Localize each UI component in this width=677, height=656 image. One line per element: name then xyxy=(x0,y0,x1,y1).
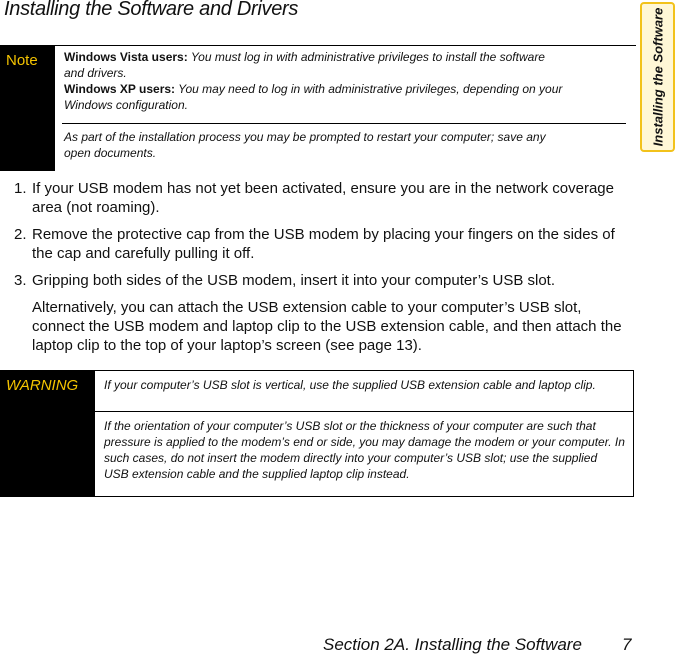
step-item xyxy=(14,179,632,217)
step-text: Remove the protective cap from the USB modem by placing your fingers on the sides of the cap and carefully pulling it off. xyxy=(32,226,615,262)
warning-callout xyxy=(0,370,634,497)
warning-text-1: If your computer’s USB slot is vertical, use the supplied USB extension cable and laptop clip. xyxy=(95,371,633,412)
section-side-tab xyxy=(640,2,675,152)
side-tab-label: Installing the Software xyxy=(650,7,665,147)
note-restart-line: As part of the installation process you may be prompted to restart your computer; save any xyxy=(64,130,546,144)
note-divider xyxy=(62,123,626,124)
note-vista-line-2: and drivers. xyxy=(64,66,127,80)
step-item xyxy=(14,225,632,263)
installation-steps xyxy=(14,179,632,363)
warning-body xyxy=(95,370,634,497)
note-label: Note xyxy=(6,52,38,69)
note-xp-prefix: Windows XP users: xyxy=(64,82,176,96)
footer-section-title: Section 2A. Installing the Software xyxy=(323,635,582,654)
note-xp-line xyxy=(64,81,628,97)
step-text: Gripping both sides of the USB modem, insert it into your computer’s USB slot. xyxy=(32,272,556,289)
note-xp-text: You may need to log in with administrative privileges, depending on your xyxy=(175,82,563,96)
note-vista-text: You must log in with administrative privileges to install the software xyxy=(187,50,545,64)
step-number: 1. xyxy=(14,180,27,197)
note-body xyxy=(55,45,636,171)
page-title: Installing the Software and Drivers xyxy=(4,0,299,20)
note-vista-line xyxy=(64,49,628,65)
warning-label: WARNING xyxy=(6,377,79,394)
note-xp-line-2: Windows configuration. xyxy=(64,98,188,112)
note-callout xyxy=(0,45,636,171)
step-item xyxy=(14,271,632,355)
footer-page-number: 7 xyxy=(622,635,632,654)
warning-text-2: If the orientation of your computer’s USB slot or the thickness of your computer are such that pressure is applied to the modem’s end or side, you may damage the modem or your computer. In such cases, do not insert the modem directly into your computer’s USB slot; use the supplied USB extension cable and the supplied laptop clip instead. xyxy=(104,419,625,481)
step-extra-text: Alternatively, you can attach the USB extension cable to your computer’s USB slot, connect the USB modem and laptop clip to the USB extension cable, and then attach the laptop clip to the top of your laptop’s screen (see page 13). xyxy=(32,299,622,354)
note-vista-prefix: Windows Vista users: xyxy=(64,50,188,64)
step-number: 3. xyxy=(14,272,27,289)
note-restart-line-2: open documents. xyxy=(64,146,157,160)
step-number: 2. xyxy=(14,226,27,243)
step-text: If your USB modem has not yet been activated, ensure you are in the network coverage area (not roaming). xyxy=(32,180,614,216)
